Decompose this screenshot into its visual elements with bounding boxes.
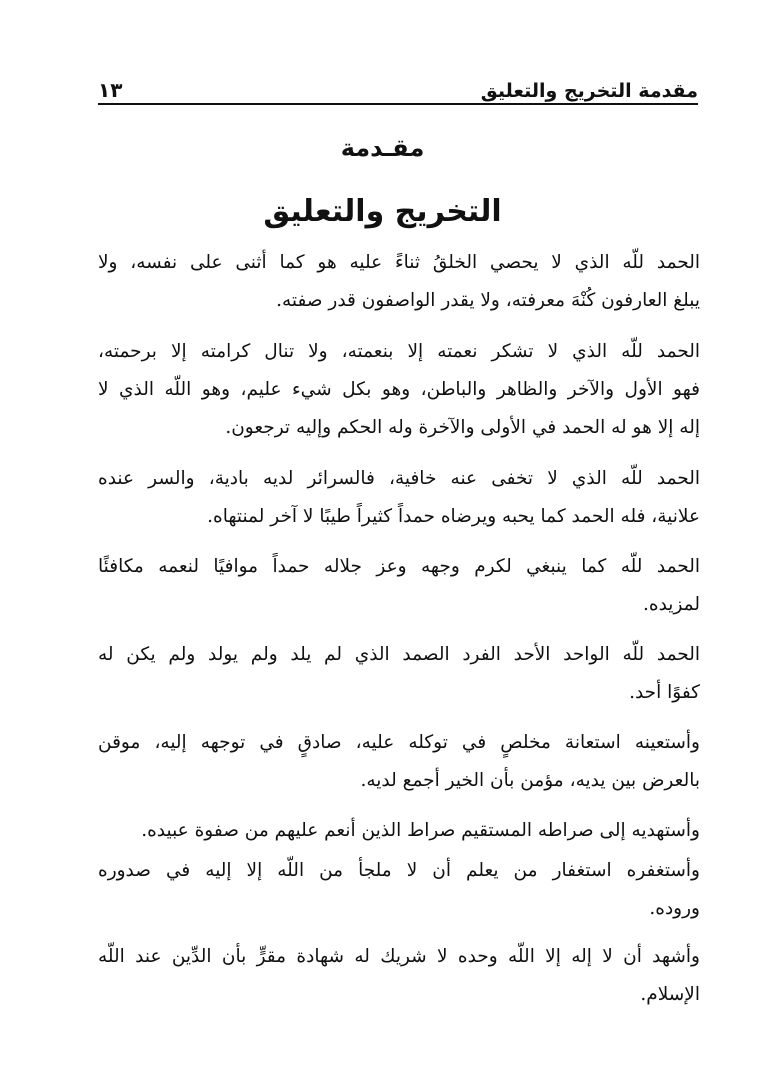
page-number: ١٣: [98, 78, 123, 102]
paragraph-5: [98, 636, 700, 712]
paragraph-6: [98, 724, 700, 800]
paragraph-line: الحمد للّه الذي لا تشكر نعمته إلا بنعمته، ولا تنال كرامته إلا برحمته،: [98, 341, 700, 362]
paragraph-line: لمزيده.: [643, 594, 700, 615]
paragraph-line: وأستغفره استغفار من يعلم أن لا ملجأ من اللّه إلا إليه في صدوره: [98, 860, 700, 881]
paragraph-line: يبلغ العارفون كُنْهَ معرفته، ولا يقدر الواصفون قدر صفته.: [276, 290, 700, 311]
paragraph-4: [98, 548, 700, 624]
paragraph-line: علانية، فله الحمد كما يحبه ويرضاه حمداً كثيراً طيبًا لا آخر لمنتهاه.: [207, 506, 700, 527]
paragraph-line: الإسلام.: [640, 984, 700, 1005]
paragraph-line: وأشهد أن لا إله إلا اللّه وحده لا شريك له شهادة مقرٍّ بأن الدِّين عند اللّه: [98, 946, 700, 967]
paragraph-line: وروده.: [649, 898, 700, 919]
paragraph-line: الحمد للّه الذي لا تخفى عنه خافية، فالسرائر لديه بادية، والسر عنده: [98, 468, 700, 489]
paragraph-line: وأستعينه استعانة مخلصٍ في توكله عليه، صادقٍ في توجهه إليه، موقن: [98, 732, 700, 753]
paragraph-8: [98, 852, 700, 928]
paragraph-line: وأستهديه إلى صراطه المستقيم صراط الذين أنعم عليهم من صفوة عبيده.: [141, 820, 700, 841]
paragraph-1: [98, 244, 700, 320]
paragraph-line: كفوًا أحد.: [629, 682, 700, 703]
running-title: مقدمة التخريج والتعليق: [480, 80, 698, 102]
paragraph-line: فهو الأول والآخر والظاهر والباطن، وهو بكل شيء عليم، وهو اللّه الذي لا: [98, 379, 700, 400]
book-title: التخريج والتعليق: [263, 194, 502, 229]
section-title: مقـدمة: [340, 134, 425, 162]
paragraph-9: [98, 938, 700, 1014]
paragraph-line: بالعرض بين يديه، مؤمن بأن الخير أجمع لديه.: [360, 770, 700, 791]
paragraph-7: [98, 812, 700, 850]
paragraph-line: إله إلا هو له الحمد في الأولى والآخرة وله الحكم وإليه ترجعون.: [225, 417, 700, 438]
paragraph-2: [98, 333, 700, 447]
paragraph-line: الحمد للّه الواحد الأحد الفرد الصمد الذي لم يلد ولم يولد ولم يكن له: [98, 644, 700, 665]
paragraph-line: الحمد للّه الذي لا يحصي الخلقُ ثناءً عليه هو كما أثنى على نفسه، ولا: [98, 252, 700, 273]
paragraph-3: [98, 460, 700, 536]
paragraph-line: الحمد للّه كما ينبغي لكرم وجهه وعز جلاله حمداً موافيًا لنعمه مكافئًا: [98, 556, 700, 577]
header-rule: [98, 103, 698, 105]
running-header: [98, 68, 698, 102]
